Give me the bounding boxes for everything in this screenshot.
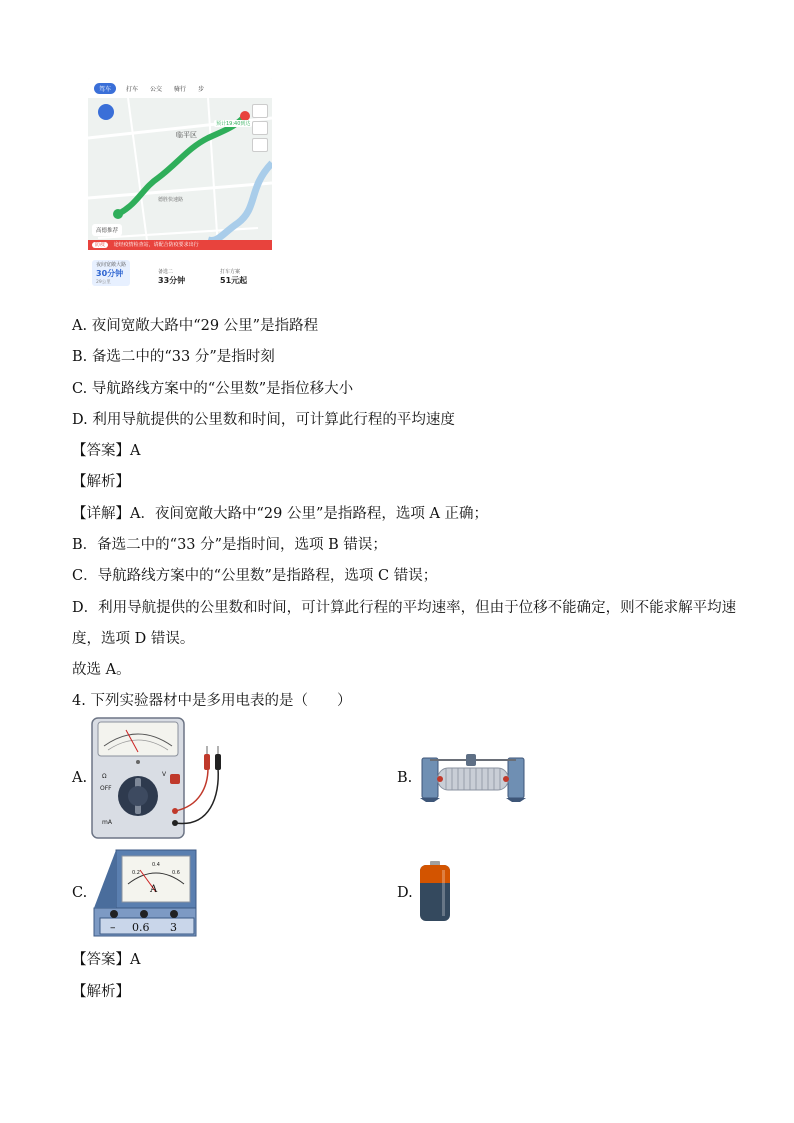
multimeter-ohm-label: Ω xyxy=(102,773,107,780)
eta-label: 预计19:40到达 xyxy=(216,121,251,127)
detail-a: 【详解】A．夜间宽敞大路中“29 公里”是指路程，选项 A 正确； xyxy=(72,506,489,522)
detail-d: D．利用导航提供的公里数和时间，可计算此行程的平均速率，但由于位移不能确定，则不能求解平均速 xyxy=(72,600,737,616)
navigation-map-image xyxy=(88,78,272,290)
route-options xyxy=(88,250,272,290)
choice-a-label: A. xyxy=(72,770,88,786)
detail-b: B．备选二中的“33 分”是指时间，选项 B 错误； xyxy=(72,537,387,553)
map-side-buttons xyxy=(252,104,268,155)
route-option-3: 打车方案 51元起 xyxy=(220,269,248,285)
start-marker xyxy=(113,209,123,219)
tab-drive: 驾车 xyxy=(94,83,116,94)
tab-taxi: 打车 xyxy=(126,85,139,93)
choice-c-label: C. xyxy=(72,885,88,901)
ammeter-image xyxy=(92,848,200,938)
district-label: 临平区 xyxy=(176,131,197,139)
ammeter-terminal-neg: – xyxy=(110,921,116,934)
ammeter-scale-1: 0.2 xyxy=(132,870,140,876)
route-option-1: 夜间宽敞大路 30分钟 29公里 xyxy=(92,260,130,286)
route-option-2: 备选二 33分钟 xyxy=(158,269,186,285)
detail-c: C．导航路线方案中的“公里数”是指路程，选项 C 错误； xyxy=(72,568,438,584)
multimeter-image xyxy=(90,716,230,840)
tab-walk: 步 xyxy=(198,85,205,93)
ammeter-scale-2: 0.4 xyxy=(152,862,160,868)
alert-text: 途经疫情检查站，请配合防疫要求出行 xyxy=(113,242,199,248)
rheostat-image xyxy=(418,752,528,804)
question-4-stem: 4. 下列实验器材中是多用电表的是（ ） xyxy=(72,693,352,709)
choice-b-label: B. xyxy=(397,770,413,786)
road-label: 德胜快速路 xyxy=(158,197,184,203)
alert-tag: 防疫 xyxy=(92,242,108,248)
multimeter-v-label: V xyxy=(162,771,167,778)
analysis-heading-4: 【解析】 xyxy=(72,984,130,1000)
option-a: A. 夜间宽敞大路中“29 公里”是指路程 xyxy=(72,318,319,334)
battery-image xyxy=(418,860,452,924)
ammeter-scale-3: 0.6 xyxy=(172,870,180,876)
tab-bus: 公交 xyxy=(150,85,163,93)
ammeter-terminal-06: 0.6 xyxy=(132,921,150,934)
ammeter-unit: A xyxy=(150,884,158,895)
tab-bike: 骑行 xyxy=(174,85,187,93)
multimeter-ma-label: mA xyxy=(102,819,112,826)
option-b: B. 备选二中的“33 分”是指时刻 xyxy=(72,349,275,365)
ammeter-terminal-3: 3 xyxy=(170,921,177,934)
answer: 【答案】A xyxy=(72,443,141,459)
route-filter: 高德推荐 xyxy=(92,224,122,236)
detail-d-cont: 度，选项 D 错误。 xyxy=(72,631,195,647)
option-d: D. 利用导航提供的公里数和时间，可计算此行程的平均速度 xyxy=(72,412,455,428)
multimeter-off-label: OFF xyxy=(100,785,112,792)
option-c: C. 导航路线方案中的“公里数”是指位移大小 xyxy=(72,381,354,397)
analysis-heading: 【解析】 xyxy=(72,474,130,490)
epidemic-alert xyxy=(88,240,272,250)
conclusion: 故选 A。 xyxy=(72,662,131,678)
answer-4: 【答案】A xyxy=(72,952,141,968)
choice-d-label: D. xyxy=(397,885,413,901)
